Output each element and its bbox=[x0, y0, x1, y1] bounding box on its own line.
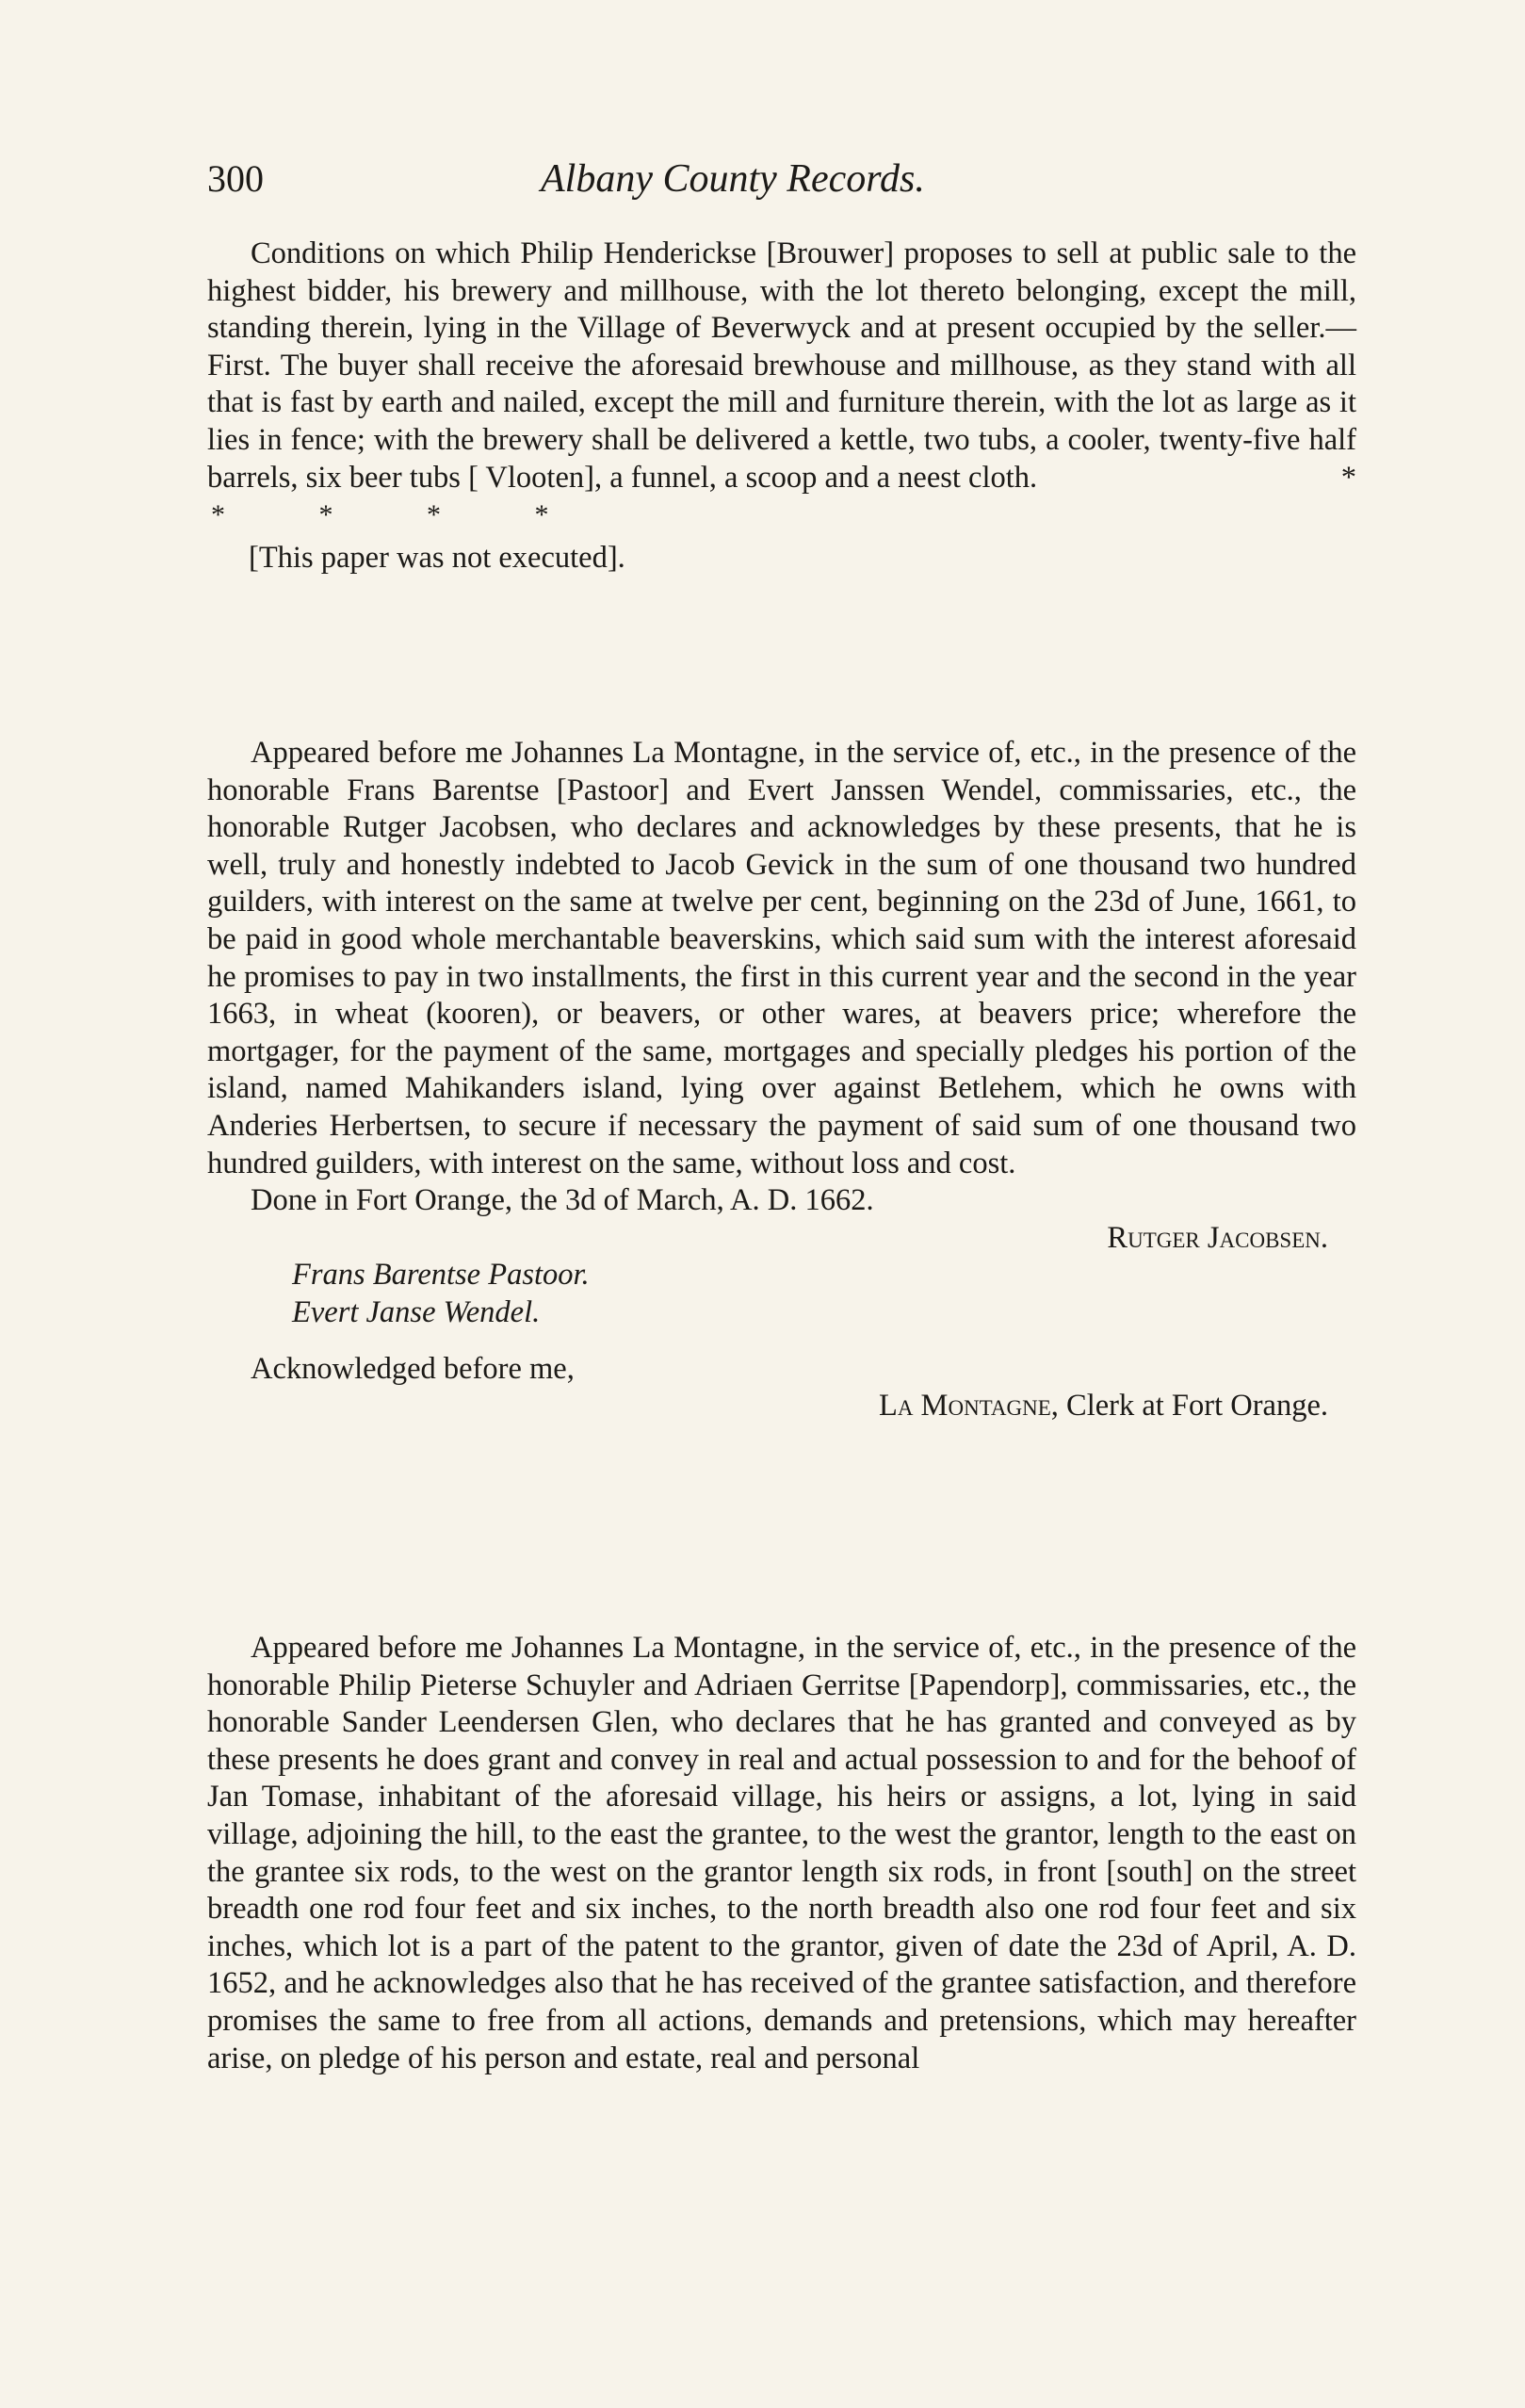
witness-one: Frans Barentse Pastoor. bbox=[292, 1258, 590, 1293]
mortgage-paragraph: Appeared before me Johannes La Montagne, in the service of, etc., in the presence of the honorable Frans Barentse [Pastoor] and Evert Janssen Wendel, commissaries, etc., the honorable Rutger Jacobsen, who declares and acknowledges by these presents, that he is well, truly and honestly indebted to Jacob Gevick in the sum of one thousand two hundred guilders, with interest on the same at twelve per cent, beginning on the 23d of June, 1661, to be paid in good whole merchantable beaverskins, which said sum with the interest aforesaid he promises to pay in two installments, the first in this current year and the second in the year 1663, in wheat (kooren), or beavers, or other wares, at beavers price; wherefore the mortgager, for the payment of the same, mortgages and specially pledges his portion of the island, named Mahikanders island, lying over against Betlehem, which he owns with Anderies Herbertsen, to secure if necessary the payment of said sum of one thousand two hundred guilders, with interest on the same, without loss and cost. bbox=[207, 736, 1356, 1180]
section-brewery-conditions bbox=[207, 236, 1356, 577]
page-header bbox=[207, 156, 1356, 213]
clerk-name: La Montagne, bbox=[878, 1389, 1059, 1424]
section-glen-conveyance bbox=[207, 1630, 1356, 2077]
done-line: Done in Fort Orange, the 3d of March, A. D. 1662. bbox=[251, 1183, 874, 1218]
signer-name: Rutger Jacobsen. bbox=[1107, 1220, 1328, 1255]
conveyance-paragraph: Appeared before me Johannes La Montagne, in the service of, etc., in the presence of the honorable Philip Pieterse Schuyler and Adriaen Gerritse [Papendorp], commissaries, etc., the honorable Sander Leendersen Glen, who declares that he has granted and conveyed as by these presents he does grant and convey in real and actual possession to and for the behoof of Jan Tomase, inhabitant of the aforesaid village, his heirs or assigns, a lot, lying in said village, adjoining the hill, to the east the grantee, to the west the grantor, length to the east on the grantee six rods, to the west on the grantor length six rods, in front [south] on the street breadth one rod four feet and six inches, to the north breadth also one rod four feet and six inches, which lot is a part of the patent to the grantor, given of date the 23d of April, A. D. 1652, and he acknowledges also that he has received of the grantee satisfaction, and therefore promises the same to free from all actions, demands and pretensions, which may hereafter arise, on pledge of his person and estate, real and personal bbox=[207, 1631, 1356, 2075]
asterisk-row: * * * * bbox=[211, 499, 592, 531]
witness-two: Evert Janse Wendel. bbox=[292, 1294, 541, 1329]
page-number: 300 bbox=[207, 157, 264, 200]
clerk-title: Clerk at Fort Orange. bbox=[1058, 1389, 1328, 1424]
not-executed-note: [This paper was not executed]. bbox=[249, 540, 625, 575]
running-title: Albany County Records. bbox=[541, 157, 925, 201]
clerk-signature bbox=[207, 1388, 1356, 1425]
section-jacobsen-mortgage bbox=[207, 735, 1356, 1425]
asterisk-trail: * bbox=[1340, 460, 1356, 495]
acknowledged-line: Acknowledged before me, bbox=[251, 1351, 575, 1386]
brewery-conditions-paragraph: Conditions on which Philip Henderickse [Brouwer] proposes to sell at public sale to the highest bidder, his brewery and millhouse, with the lot thereto belonging, except the mill, standing therein, lying in the Village of Beverwyck and at present occupied by the seller.— First. The buyer shall receive the aforesaid brewhouse and millhouse, as they stand with all that is fast by earth and nailed, except the mill and furniture therein, with the lot as large as it lies in fence; with the brewery shall be delivered a kettle, two tubs, a cooler, twenty-five half barrels, six beer tubs [ Vlooten], a funnel, a scoop and a neest cloth. bbox=[207, 236, 1356, 495]
